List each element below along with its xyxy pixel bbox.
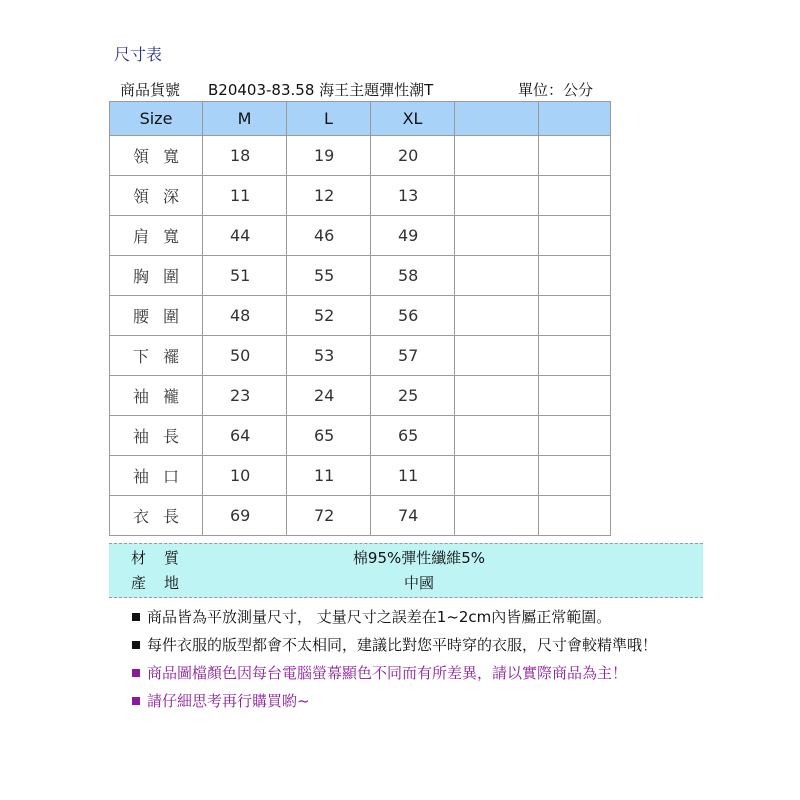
product-code-label: 商品貨號 [120, 81, 181, 99]
table-row [110, 376, 611, 416]
measurement-value: 57 [371, 336, 455, 376]
measurement-value: 55 [287, 256, 371, 296]
table-row [110, 136, 611, 176]
table-row [110, 336, 611, 376]
measurement-value [539, 496, 611, 536]
measurement-value: 10 [203, 456, 287, 496]
measurement-value [455, 416, 539, 456]
square-bullet-icon [132, 669, 140, 677]
measurement-value [455, 256, 539, 296]
measurement-value: 72 [287, 496, 371, 536]
measurement-value: 44 [203, 216, 287, 256]
measurement-value: 24 [287, 376, 371, 416]
note-item [132, 662, 657, 690]
measurement-value: 11 [203, 176, 287, 216]
measurement-value [455, 376, 539, 416]
measurement-value: 56 [371, 296, 455, 336]
measurement-label: 下襬 [110, 336, 203, 376]
measurement-value: 58 [371, 256, 455, 296]
measurement-value: 20 [371, 136, 455, 176]
table-row [110, 256, 611, 296]
measurement-value: 49 [371, 216, 455, 256]
size-column-header [539, 102, 611, 136]
measurement-label: 領深 [110, 176, 203, 216]
table-row [110, 176, 611, 216]
square-bullet-icon [132, 641, 140, 649]
measurement-value: 25 [371, 376, 455, 416]
measurement-value [539, 136, 611, 176]
measurement-label: 領寬 [110, 136, 203, 176]
measurement-value: 69 [203, 496, 287, 536]
measurement-value: 13 [371, 176, 455, 216]
square-bullet-icon [132, 697, 140, 705]
measurement-value: 11 [371, 456, 455, 496]
measurement-value [455, 336, 539, 376]
measurement-label: 肩寬 [110, 216, 203, 256]
notes-list [132, 606, 657, 718]
origin-row [109, 572, 703, 596]
measurement-value [455, 496, 539, 536]
measurement-value: 12 [287, 176, 371, 216]
material-origin-box [109, 543, 703, 598]
measurement-value: 64 [203, 416, 287, 456]
measurement-value: 53 [287, 336, 371, 376]
size-table-header [110, 102, 611, 136]
measurement-value [455, 216, 539, 256]
note-text: 商品圖檔顏色因每台電腦螢幕顯色不同而有所差異，請以實際商品為主！ [147, 664, 628, 682]
measurement-value [539, 256, 611, 296]
measurement-value: 23 [203, 376, 287, 416]
measurement-value: 19 [287, 136, 371, 176]
origin-label: 產地 [131, 574, 198, 592]
measurement-label: 衣長 [110, 496, 203, 536]
table-row [110, 296, 611, 336]
measurement-value: 18 [203, 136, 287, 176]
measurement-value [539, 216, 611, 256]
note-item [132, 690, 657, 718]
measurement-label: 腰圍 [110, 296, 203, 336]
material-row [109, 547, 703, 571]
origin-value: 中國 [403, 574, 434, 592]
measurement-value: 51 [203, 256, 287, 296]
measurement-label: 袖襱 [110, 376, 203, 416]
measurement-value [539, 296, 611, 336]
table-row [110, 496, 611, 536]
table-row [110, 216, 611, 256]
measurement-value: 48 [203, 296, 287, 336]
note-text: 請仔細思考再行購買喲~ [147, 692, 310, 710]
measurement-value [455, 136, 539, 176]
measurement-label: 袖口 [110, 456, 203, 496]
material-value: 棉95%彈性纖維5% [352, 549, 486, 567]
table-row [110, 416, 611, 456]
measurement-value [539, 336, 611, 376]
measurement-value: 50 [203, 336, 287, 376]
measurement-value: 65 [287, 416, 371, 456]
measurement-value [455, 176, 539, 216]
size-column-header [455, 102, 539, 136]
note-item [132, 634, 657, 662]
note-text: 每件衣服的版型都會不太相同，建議比對您平時穿的衣服，尺寸會較精準哦！ [147, 636, 658, 654]
size-header-cell: Size [110, 102, 203, 136]
measurement-value: 52 [287, 296, 371, 336]
table-row [110, 456, 611, 496]
product-code: B20403-83.58 海王主題彈性潮T [208, 81, 434, 99]
size-table [109, 101, 611, 536]
measurement-value [539, 456, 611, 496]
page-title: 尺寸表 [114, 45, 163, 64]
measurement-value: 74 [371, 496, 455, 536]
size-column-header: XL [371, 102, 455, 136]
measurement-value: 11 [287, 456, 371, 496]
measurement-value [539, 176, 611, 216]
measurement-label: 袖長 [110, 416, 203, 456]
product-info-line [120, 79, 610, 101]
note-item [132, 606, 657, 634]
measurement-value: 65 [371, 416, 455, 456]
measurement-label: 胸圍 [110, 256, 203, 296]
note-text: 商品皆為平放測量尺寸， 丈量尺寸之誤差在1~2cm內皆屬正常範圍。 [147, 608, 612, 626]
size-column-header: L [287, 102, 371, 136]
measurement-value [539, 376, 611, 416]
square-bullet-icon [132, 613, 140, 621]
measurement-value: 46 [287, 216, 371, 256]
material-label: 材質 [131, 549, 198, 567]
size-column-header: M [203, 102, 287, 136]
measurement-value [455, 456, 539, 496]
unit-label: 單位：公分 [518, 81, 594, 99]
measurement-value [455, 296, 539, 336]
measurement-value [539, 416, 611, 456]
